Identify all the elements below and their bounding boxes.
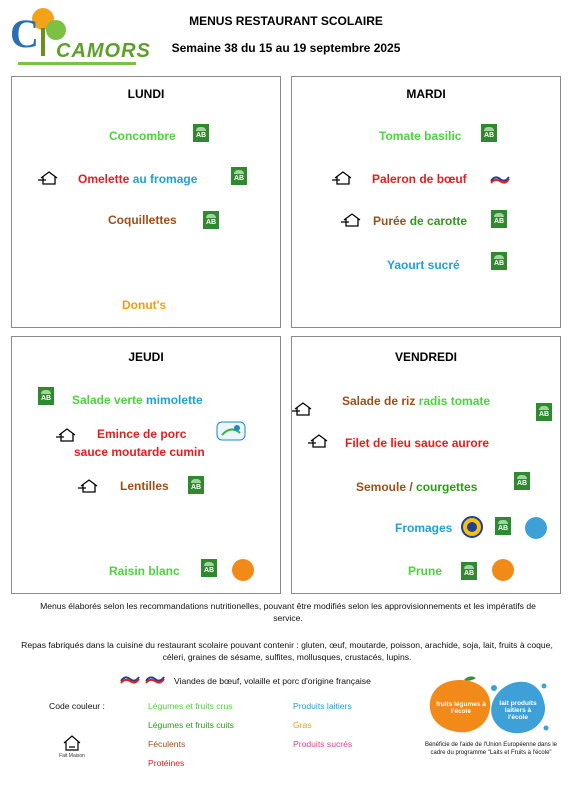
dish-salade-riz-part2: radis tomate: [415, 394, 491, 408]
fait-maison-house-icon: [292, 402, 314, 416]
dish-prune: Prune: [408, 564, 443, 578]
organic-ab-icon: AB: [231, 167, 247, 185]
day-title: JEUDI: [128, 350, 164, 364]
week-subtitle: Semaine 38 du 15 au 19 septembre 2025: [171, 41, 401, 55]
dish-filet-lieu: Filet de lieu sauce aurore: [345, 436, 490, 450]
dish-omelette: [78, 172, 197, 186]
dish-semoule-courgettes: [356, 480, 477, 494]
legend-starch: Féculents: [148, 739, 186, 749]
day-card-mardi: [291, 76, 561, 328]
note-allergenes: Repas fabriqués dans la cuisine du restaurant scolaire pouvant contenir : gluten, œuf, moutarde, poisson, arachide, soja, lait, fruits à coque, céleri, graines de sésame, sulfites, mollusques, crustacés, lupins.: [21, 640, 553, 662]
day-title: VENDREDI: [394, 350, 457, 364]
fait-maison-house-icon: [60, 735, 84, 751]
dish-fromages: Fromages: [395, 521, 453, 535]
fait-maison-house-icon: [78, 479, 100, 493]
day-card-jeudi: [11, 336, 281, 594]
dish-salade-part2: mimolette: [142, 393, 203, 407]
legend-title: Code couleur :: [49, 701, 105, 711]
day-card-lundi: [11, 76, 281, 328]
dish-tomate-basilic: Tomate basilic: [379, 129, 462, 143]
dish-semoule-part2: courgettes: [412, 480, 478, 494]
fruits-ecole-icon: [232, 559, 254, 581]
fait-maison-label: Fait Maison: [59, 753, 85, 759]
dish-omelette-part1: Omelette: [78, 172, 130, 186]
bleu-blanc-coeur-icon: [216, 421, 246, 441]
organic-ab-icon: AB: [188, 476, 204, 494]
eu-aid-note: Bénéficie de l'aide de l'Union Européenne dans le cadre du programme "Laits et Fruits à l'école": [424, 742, 558, 756]
organic-ab-icon: AB: [203, 211, 219, 229]
dish-paleron: Paleron de bœuf: [372, 172, 467, 186]
day-title: LUNDI: [127, 87, 165, 101]
organic-ab-icon: AB: [193, 124, 209, 142]
note-origine: Viandes de bœuf, volaille et porc d'origine française: [174, 676, 371, 686]
day-title: MARDI: [406, 87, 446, 101]
logo-leaf-green: [46, 20, 66, 40]
organic-ab-icon: AB: [495, 517, 511, 535]
legend-fat: Gras: [293, 720, 312, 730]
logo-text: CAMORS: [56, 40, 151, 62]
legend-sugar: Produits sucrés: [293, 739, 353, 749]
dish-omelette-part2: au fromage: [129, 172, 198, 186]
organic-ab-icon: AB: [481, 124, 497, 142]
french-meat-flag-icon: [490, 173, 510, 185]
fruits-ecole-icon: [492, 559, 514, 581]
day-card-vendredi: [291, 336, 561, 594]
fruits-ecole-text: fruits légumes à l'école: [436, 701, 486, 715]
fait-maison-house-icon: [56, 428, 78, 442]
fait-maison-house-icon: [332, 171, 354, 185]
organic-ab-icon: AB: [514, 472, 530, 490]
dish-salade-mimolette: [72, 393, 203, 407]
dish-salade-riz-part1: Salade de riz: [342, 394, 416, 408]
dish-emince-porc: Emince de porc: [97, 427, 187, 441]
logo-underline: [18, 62, 136, 65]
organic-ab-icon: AB: [491, 252, 507, 270]
legend-veg-raw: Légumes et fruits crus: [148, 701, 233, 711]
legend-veg-cooked: Légumes et fruits cuits: [148, 720, 234, 730]
organic-ab-icon: AB: [491, 210, 507, 228]
dish-sauce-moutarde: sauce moutarde cumin: [74, 445, 205, 459]
dish-concombre: Concombre: [109, 129, 176, 143]
dish-yaourt: Yaourt sucré: [387, 258, 460, 272]
dish-salade-part1: Salade verte: [72, 393, 143, 407]
fait-maison-house-icon: [38, 171, 60, 185]
dish-salade-riz: [342, 394, 490, 408]
logo-trunk: [41, 28, 45, 56]
page-title: MENUS RESTAURANT SCOLAIRE: [189, 14, 383, 28]
fait-maison-house-icon: [341, 213, 363, 227]
dish-puree-part1: Purée: [373, 214, 407, 228]
aop-label-icon: [461, 516, 483, 538]
organic-ab-icon: AB: [201, 559, 217, 577]
dish-puree-part2: de carotte: [406, 214, 468, 228]
french-flag-icon: [120, 673, 140, 685]
legend-protein: Protéines: [148, 758, 185, 768]
french-flag-icon: [145, 673, 165, 685]
dish-raisin: Raisin blanc: [109, 564, 180, 578]
organic-ab-icon: AB: [536, 403, 552, 421]
dish-puree-carotte: [373, 214, 467, 228]
legend-dairy: Produits laitiers: [293, 701, 352, 711]
dish-lentilles: Lentilles: [120, 479, 169, 493]
organic-ab-icon: AB: [38, 387, 54, 405]
dish-donuts: Donut's: [122, 298, 167, 312]
lait-ecole-text: lait produits laitiers à l'école: [499, 700, 537, 721]
lait-ecole-icon: [525, 517, 547, 539]
dish-coquillettes: Coquillettes: [108, 213, 177, 227]
note-recommandations: Menus élaborés selon les recommandations nutritionelles, pouvant être modifiés selon les approvisionnements et les impératifs de service.: [40, 601, 536, 623]
organic-ab-icon: AB: [461, 562, 477, 580]
dish-semoule-part1: Semoule /: [356, 480, 413, 494]
camors-logo: [10, 8, 151, 68]
fait-maison-house-icon: [308, 434, 330, 448]
logo-letter: C: [10, 11, 39, 56]
